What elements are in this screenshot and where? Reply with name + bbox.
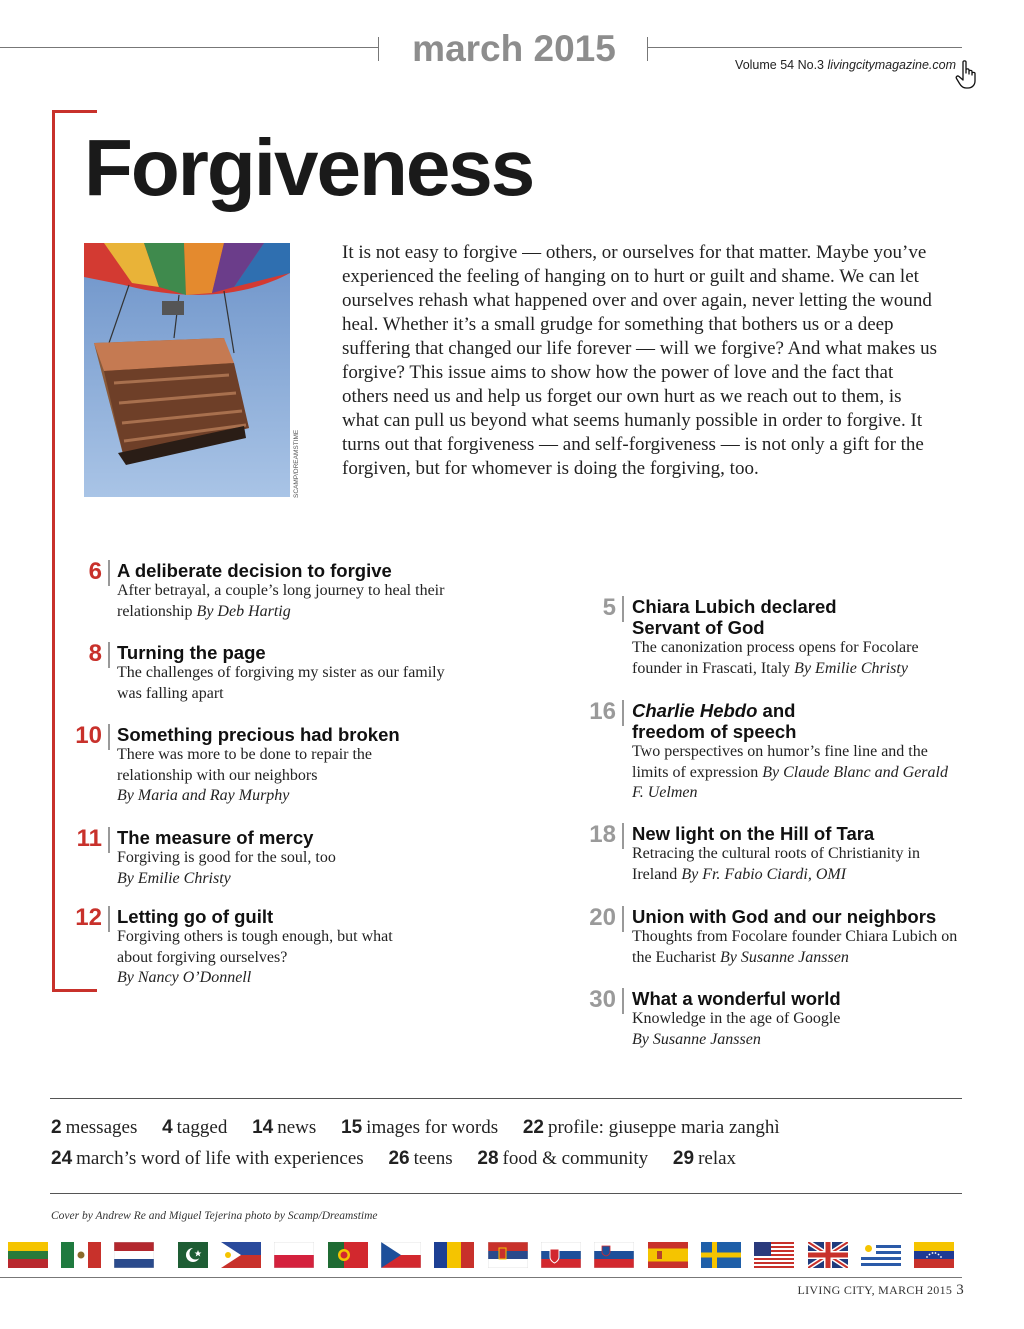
department-link[interactable]: 4 tagged [162,1117,228,1138]
toc-page-number: 20 [589,904,616,931]
pointing-hand-icon[interactable] [955,60,977,90]
department-link[interactable]: 15 images for words [341,1117,499,1138]
toc-title: Letting go of guilt [117,906,274,927]
toc-byline: By Claude Blanc and Gerald F. Uelmen [632,763,948,801]
departments-rule-top [50,1098,962,1099]
volume-info [735,58,956,72]
department-link[interactable]: 22 profile: giuseppe maria zanghì [522,1117,780,1138]
toc-page-number: 30 [589,986,616,1013]
toc-description: After betrayal, a couple’s long journey to heal their relationship By Deb Hartig [117,582,445,620]
department-link[interactable]: 2 messages [51,1117,138,1138]
toc-page-number: 8 [88,640,102,667]
header-tick-left [378,37,379,61]
toc-title: Union with God and our neighbors [632,906,937,927]
toc-divider [622,596,624,622]
toc-divider [108,642,110,668]
toc-description: The canonization process opens for Focolare founder in Frascati, Italy By Emilie Christy [632,639,919,677]
website-link[interactable]: livingcitymagazine.com [827,58,956,72]
toc-title: Charlie Hebdo and freedom of speech [632,700,797,742]
uk-flag-icon [808,1242,848,1268]
toc-title: The measure of mercy [117,827,314,848]
header-tick-right [647,37,648,61]
department-link[interactable]: 29 relax [672,1148,737,1169]
serbia-flag-icon [488,1242,528,1268]
lithuania-flag-icon [8,1242,48,1268]
toc-divider [622,823,624,849]
toc-description: The challenges of forgiving my sister as our family was falling apart [117,664,445,702]
toc-description: There was more to be done to repair the relationship with our neighbors [117,746,373,784]
toc-description: Retracing the cultural roots of Christianity in Ireland By Fr. Fabio Ciardi, OMI [632,845,920,883]
toc-page-number: 12 [75,904,102,931]
flag-strip [8,1242,968,1268]
toc-page-number: 5 [602,594,616,621]
venezuela-flag-icon [914,1242,954,1268]
volume-number: Volume 54 No.3 [735,58,828,72]
toc-page-number: 10 [75,722,102,749]
intro-paragraph: It is not easy to forgive — others, or ourselves for that matter. Maybe you’ve experienced the feeling of hanging on to hurt or guilt and shame. We can let ourselves rehash what happened over and over again, never letting the wound heal. Whether it’s a small grudge for something that bothers us or a deep suffering that changed our life forever — will we forgive? And what makes us forgive? This issue aims to show how the power of love and the fact that others need us and help us forget our own hurt as we reach out to them, is what can pull us beyond what seems humanly possible in order to forgive. It turns out that forgiveness — and self-forgiveness — is not only a gift for the forgiven, but for whomever is doing the forgiving, too. [342,242,937,479]
department-link[interactable]: 14 news [252,1117,317,1138]
toc-byline: By Fr. Fabio Ciardi, OMI [681,865,847,883]
toc-byline: By Emilie Christy [794,659,908,677]
toc-title: New light on the Hill of Tara [632,823,875,844]
toc-description: Forgiving is good for the soul, too [117,849,336,866]
toc-title: What a wonderful world [632,988,841,1009]
hot-air-balloon-photo [84,243,290,497]
toc-title: Something precious had broken [117,724,400,745]
toc-description: Knowledge in the age of Google [632,1010,841,1027]
header-rule-left [0,47,378,48]
netherlands-flag-icon [114,1242,154,1268]
header-rule-right [647,47,962,48]
toc-title: Chiara Lubich declared Servant of God [632,596,837,638]
slovakia-flag-icon [541,1242,581,1268]
toc-divider [108,906,110,932]
portugal-flag-icon [328,1242,368,1268]
department-link[interactable]: 24 march’s word of life with experiences [51,1148,364,1169]
czech-republic-flag-icon [381,1242,421,1268]
toc-page-number: 6 [88,558,102,585]
mexico-flag-icon [61,1242,101,1268]
toc-page-number: 11 [76,825,102,852]
issue-date: march 2015 [412,28,616,69]
toc-byline: By Deb Hartig [196,602,291,620]
page-footer [798,1282,965,1299]
sweden-flag-icon [701,1242,741,1268]
departments-rule-bottom [50,1193,962,1194]
toc-byline: By Maria and Ray Murphy [117,787,290,804]
spain-flag-icon [648,1242,688,1268]
toc-divider [108,560,110,586]
pakistan-flag-icon [168,1242,208,1268]
usa-flag-icon [754,1242,794,1268]
page-number: 3 [956,1282,964,1298]
philippines-flag-icon [221,1242,261,1268]
toc-byline: By Susanne Janssen [632,1030,761,1048]
footer-rule [0,1277,962,1278]
toc-byline: By Emilie Christy [117,869,231,887]
toc-divider [108,827,110,853]
slovenia-flag-icon [594,1242,634,1268]
departments-row-2 [51,1148,756,1170]
photo-credit: SCAMP/DREAMSTIME [293,429,300,498]
toc-divider [622,906,624,932]
department-link[interactable]: 26 teens [388,1148,453,1169]
cover-credit: Cover by Andrew Re and Miguel Tejerina photo by Scamp/Dreamstime [51,1210,378,1222]
romania-flag-icon [434,1242,474,1268]
toc-description: Two perspectives on humor’s fine line and the limits of expression By Claude Blanc and Gerald F. Uelmen [632,743,948,801]
toc-title-italic: Charlie Hebdo [632,700,758,721]
uruguay-flag-icon [861,1242,901,1268]
toc-byline: By Nancy O’Donnell [117,969,252,986]
toc-divider [108,724,110,750]
footer-publication: LIVING CITY, MARCH 2015 [797,1283,953,1297]
toc-divider [622,700,624,726]
toc-page-number: 18 [589,821,616,848]
toc-title: Turning the page [117,642,266,663]
departments-row-1 [51,1117,800,1139]
toc-description: Thoughts from Focolare founder Chiara Lubich on the Eucharist By Susanne Janssen [632,928,958,966]
toc-divider [622,988,624,1014]
department-link[interactable]: 28 food & community [477,1148,649,1169]
page-title: Forgiveness [84,123,534,212]
toc-page-number: 16 [589,698,616,725]
poland-flag-icon [274,1242,314,1268]
toc-description: Forgiving others is tough enough, but what about forgiving ourselves? [117,928,393,966]
toc-byline: By Susanne Janssen [719,948,849,966]
toc-title: A deliberate decision to forgive [117,560,392,581]
